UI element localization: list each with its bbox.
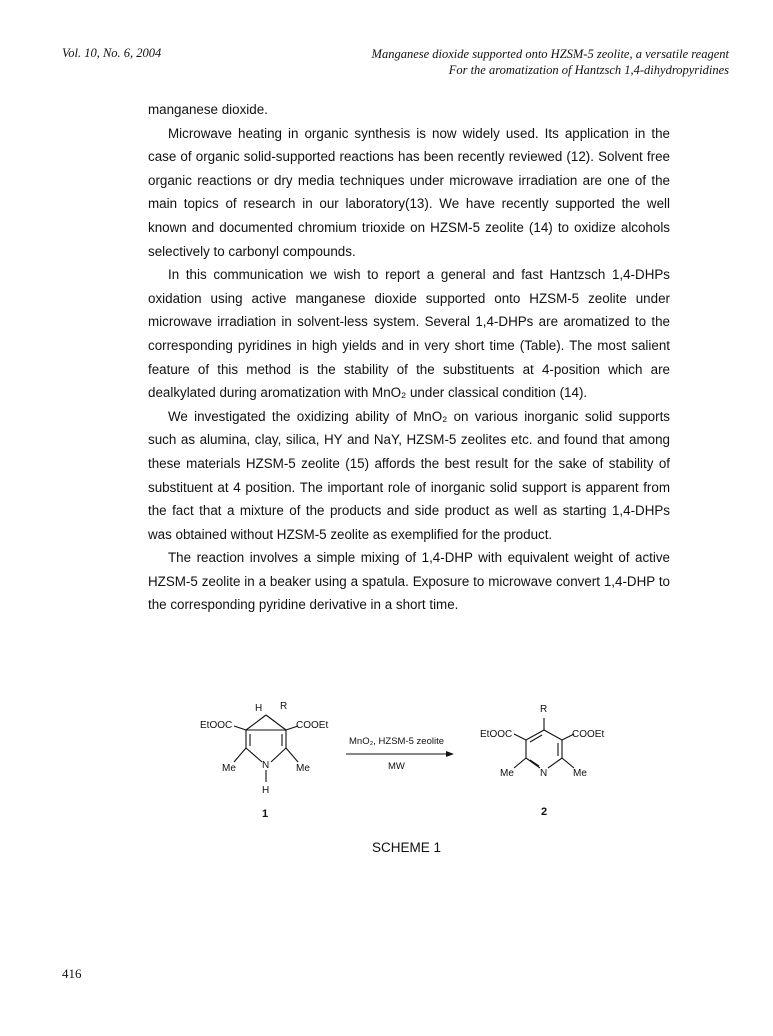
page-number: 416 xyxy=(62,966,82,981)
running-header-title-line1: Manganese dioxide supported onto HZSM-5 zeolite, a versatile reagent xyxy=(371,47,729,61)
reactant-h-label: H xyxy=(255,703,263,714)
running-header-volume: Vol. 10, No. 6, 2004 xyxy=(62,46,162,60)
product-r-label: R xyxy=(540,704,548,715)
product-me-right: Me xyxy=(573,768,587,779)
reaction-arrowhead xyxy=(446,751,454,757)
reaction-scheme xyxy=(190,696,640,826)
condition-label: MW xyxy=(388,761,405,772)
paragraph: The reaction involves a simple mixing of 1,4-DHP with equivalent weight of active HZSM-5 zeolite in a beaker using a spatula. Exposure to microwave convert 1,4-DHP to the corresponding pyridine derivative in a short time. xyxy=(148,550,670,613)
product-number: 2 xyxy=(541,806,548,818)
paragraph: Microwave heating in organic synthesis is now widely used. Its application in the case of organic solid-supported reactions has been recently reviewed (12). Solvent free organic reactions or dry media techniques under microwave irradiation are one of the main topics of research in our laboratory(13). We have recently supported the well known and documented chromium trioxide on HZSM-5 zeolite (14) to oxidize alcohols selectively to carbonyl compounds. xyxy=(148,125,670,259)
product-me-left: Me xyxy=(500,768,514,779)
reactant-r-label: R xyxy=(280,701,288,712)
product-right-ester: COOEt xyxy=(572,729,605,740)
reactant-ring-n: N xyxy=(262,760,270,771)
reactant-right-ester: COOEt xyxy=(296,720,329,731)
product-structure xyxy=(514,718,574,768)
scheme-caption: SCHEME 1 xyxy=(372,840,442,855)
reactant-nh-label: H xyxy=(262,785,270,796)
reactant-number: 1 xyxy=(262,808,269,820)
product-ring-n: N xyxy=(540,768,548,779)
paragraph: manganese dioxide. xyxy=(148,102,268,117)
reactant-structure xyxy=(234,715,298,782)
body-text xyxy=(148,98,670,617)
reactant-me-left: Me xyxy=(222,763,236,774)
reagent-label: MnO₂, HZSM-5 zeolite xyxy=(349,736,445,747)
running-header-title xyxy=(309,46,729,78)
paragraph: We investigated the oxidizing ability of MnO₂ on various inorganic solid supports such as alumina, clay, silica, HY and NaY, HZSM-5 zeolites etc. and found that among these materials HZSM-5 zeolite (15) affords the best result for the sake of stability of substituent at 4 position. The important role of inorganic solid support is apparent from the fact that a mixture of the products and side product as well as starting 1,4-DHPs was obtained without HZSM-5 zeolite as exemplified for the product. xyxy=(148,408,670,542)
paragraph: In this communication we wish to report a general and fast Hantzsch 1,4-DHPs oxidation using active manganese dioxide supported onto HZSM-5 zeolite under microwave irradiation in solvent-less system. Several 1,4-DHPs are aromatized to the corresponding pyridines in high yields and in very short time (Table). The most salient feature of this method is the stability of the substituents at 4-position which are dealkylated during aromatization with MnO₂ under classical condition (14). xyxy=(148,267,670,401)
product-left-ester: EtOOC xyxy=(480,729,513,740)
reactant-left-ester: EtOOC xyxy=(200,720,233,731)
reactant-me-right: Me xyxy=(296,763,310,774)
running-header-title-line2: For the aromatization of Hantzsch 1,4-dihydropyridines xyxy=(448,63,729,77)
